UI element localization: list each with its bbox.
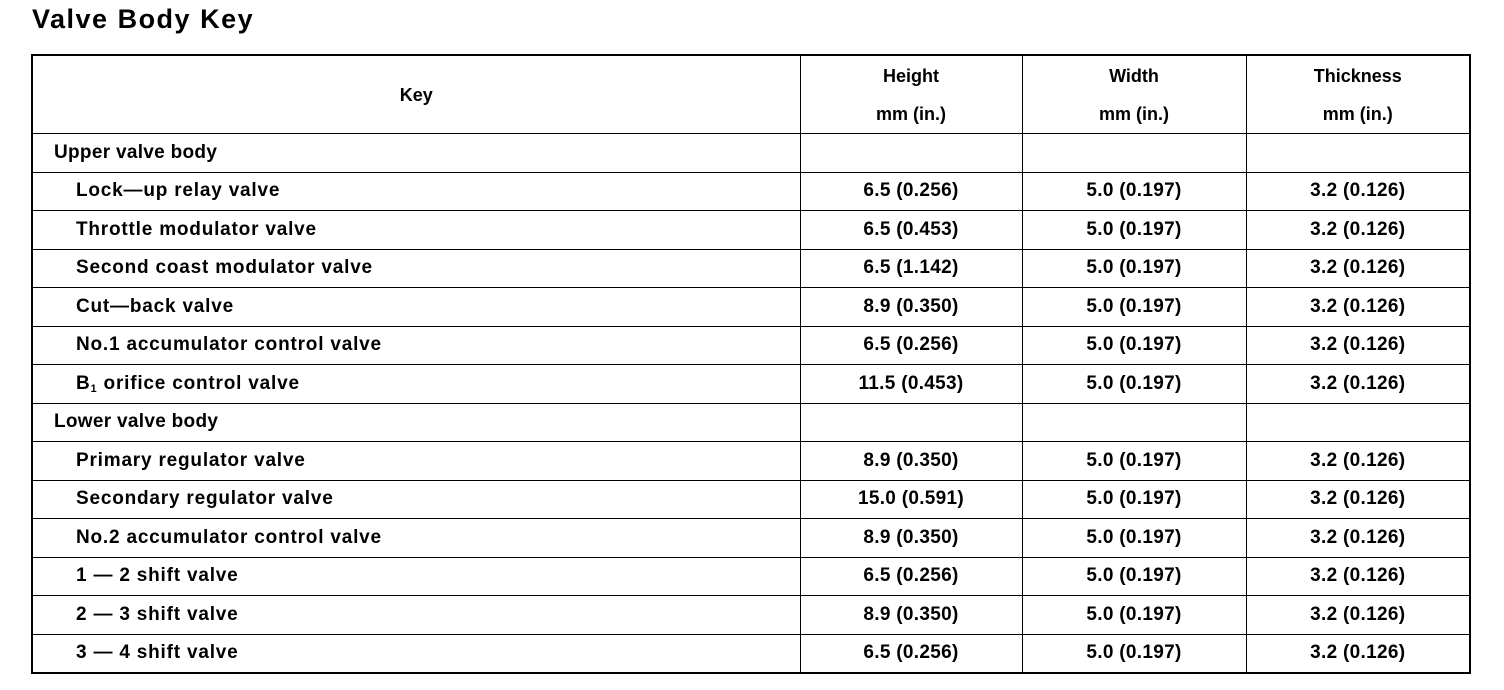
row-thickness: 3.2 (0.126) [1246, 172, 1470, 211]
row-key-suffix: orifice control valve [97, 372, 300, 394]
row-width: 5.0 (0.197) [1022, 519, 1246, 558]
table-row [32, 326, 1470, 365]
row-height: 15.0 (0.591) [800, 480, 1022, 519]
table-body [32, 134, 1470, 674]
row-width: 5.0 (0.197) [1022, 557, 1246, 596]
row-height: 6.5 (0.256) [800, 326, 1022, 365]
row-thickness: 3.2 (0.126) [1246, 326, 1470, 365]
row-height: 6.5 (0.256) [800, 634, 1022, 673]
row-key: No.2 accumulator control valve [32, 519, 800, 558]
row-width: 5.0 (0.197) [1022, 326, 1246, 365]
row-thickness: 3.2 (0.126) [1246, 365, 1470, 404]
empty-cell [800, 403, 1022, 442]
section-row-upper [32, 134, 1470, 173]
section-row-lower [32, 403, 1470, 442]
section-label: Lower valve body [32, 403, 800, 442]
empty-cell [1246, 403, 1470, 442]
row-width: 5.0 (0.197) [1022, 365, 1246, 404]
row-key [32, 365, 800, 404]
row-height: 8.9 (0.350) [800, 442, 1022, 481]
row-width: 5.0 (0.197) [1022, 480, 1246, 519]
row-height: 6.5 (0.256) [800, 172, 1022, 211]
table-row [32, 596, 1470, 635]
table-header [32, 55, 1470, 134]
row-thickness: 3.2 (0.126) [1246, 519, 1470, 558]
table-row [32, 557, 1470, 596]
row-height: 6.5 (0.256) [800, 557, 1022, 596]
header-key-label: Key [399, 84, 433, 105]
row-key: Cut—back valve [32, 288, 800, 327]
row-key: 3 — 4 shift valve [32, 634, 800, 673]
row-width: 5.0 (0.197) [1022, 634, 1246, 673]
row-height: 6.5 (1.142) [800, 249, 1022, 288]
row-thickness: 3.2 (0.126) [1246, 557, 1470, 596]
table-row [32, 172, 1470, 211]
header-width-unit: mm (in.) [1099, 103, 1169, 124]
row-height: 8.9 (0.350) [800, 288, 1022, 327]
table-row [32, 365, 1470, 404]
header-height-label: Height [883, 65, 939, 86]
header-width [1022, 55, 1246, 134]
empty-cell [1246, 134, 1470, 173]
row-width: 5.0 (0.197) [1022, 288, 1246, 327]
empty-cell [1022, 134, 1246, 173]
header-key [32, 55, 800, 134]
section-label: Upper valve body [32, 134, 800, 173]
row-key: Throttle modulator valve [32, 211, 800, 250]
header-thickness-unit: mm (in.) [1322, 103, 1393, 124]
empty-cell [1022, 403, 1246, 442]
table-row [32, 480, 1470, 519]
row-width: 5.0 (0.197) [1022, 211, 1246, 250]
row-thickness: 3.2 (0.126) [1246, 634, 1470, 673]
valve-body-key-table [31, 54, 1471, 674]
row-key: 1 — 2 shift valve [32, 557, 800, 596]
row-thickness: 3.2 (0.126) [1246, 211, 1470, 250]
row-key: Secondary regulator valve [32, 480, 800, 519]
page-title: Valve Body Key [32, 4, 255, 34]
row-thickness: 3.2 (0.126) [1246, 442, 1470, 481]
empty-cell [800, 134, 1022, 173]
row-key: No.1 accumulator control valve [32, 326, 800, 365]
row-width: 5.0 (0.197) [1022, 172, 1246, 211]
row-key: Primary regulator valve [32, 442, 800, 481]
row-thickness: 3.2 (0.126) [1246, 288, 1470, 327]
row-key-subscript: 1 [90, 382, 98, 395]
row-width: 5.0 (0.197) [1022, 596, 1246, 635]
table-row [32, 288, 1470, 327]
row-key: 2 — 3 shift valve [32, 596, 800, 635]
header-row [32, 55, 1470, 134]
row-key: Second coast modulator valve [32, 249, 800, 288]
row-thickness: 3.2 (0.126) [1246, 596, 1470, 635]
row-thickness: 3.2 (0.126) [1246, 480, 1470, 519]
table-row [32, 442, 1470, 481]
row-width: 5.0 (0.197) [1022, 442, 1246, 481]
header-thickness-label: Thickness [1313, 65, 1402, 86]
row-height: 11.5 (0.453) [800, 365, 1022, 404]
row-height: 8.9 (0.350) [800, 596, 1022, 635]
table-row [32, 519, 1470, 558]
row-key: Lock—up relay valve [32, 172, 800, 211]
header-thickness [1246, 55, 1470, 134]
row-height: 6.5 (0.453) [800, 211, 1022, 250]
header-height-unit: mm (in.) [876, 103, 946, 124]
header-width-label: Width [1109, 65, 1159, 86]
row-thickness: 3.2 (0.126) [1246, 249, 1470, 288]
row-key-prefix: B [76, 372, 91, 394]
table-row [32, 249, 1470, 288]
row-height: 8.9 (0.350) [800, 519, 1022, 558]
table-row [32, 634, 1470, 673]
row-width: 5.0 (0.197) [1022, 249, 1246, 288]
table-row [32, 211, 1470, 250]
header-height [800, 55, 1022, 134]
